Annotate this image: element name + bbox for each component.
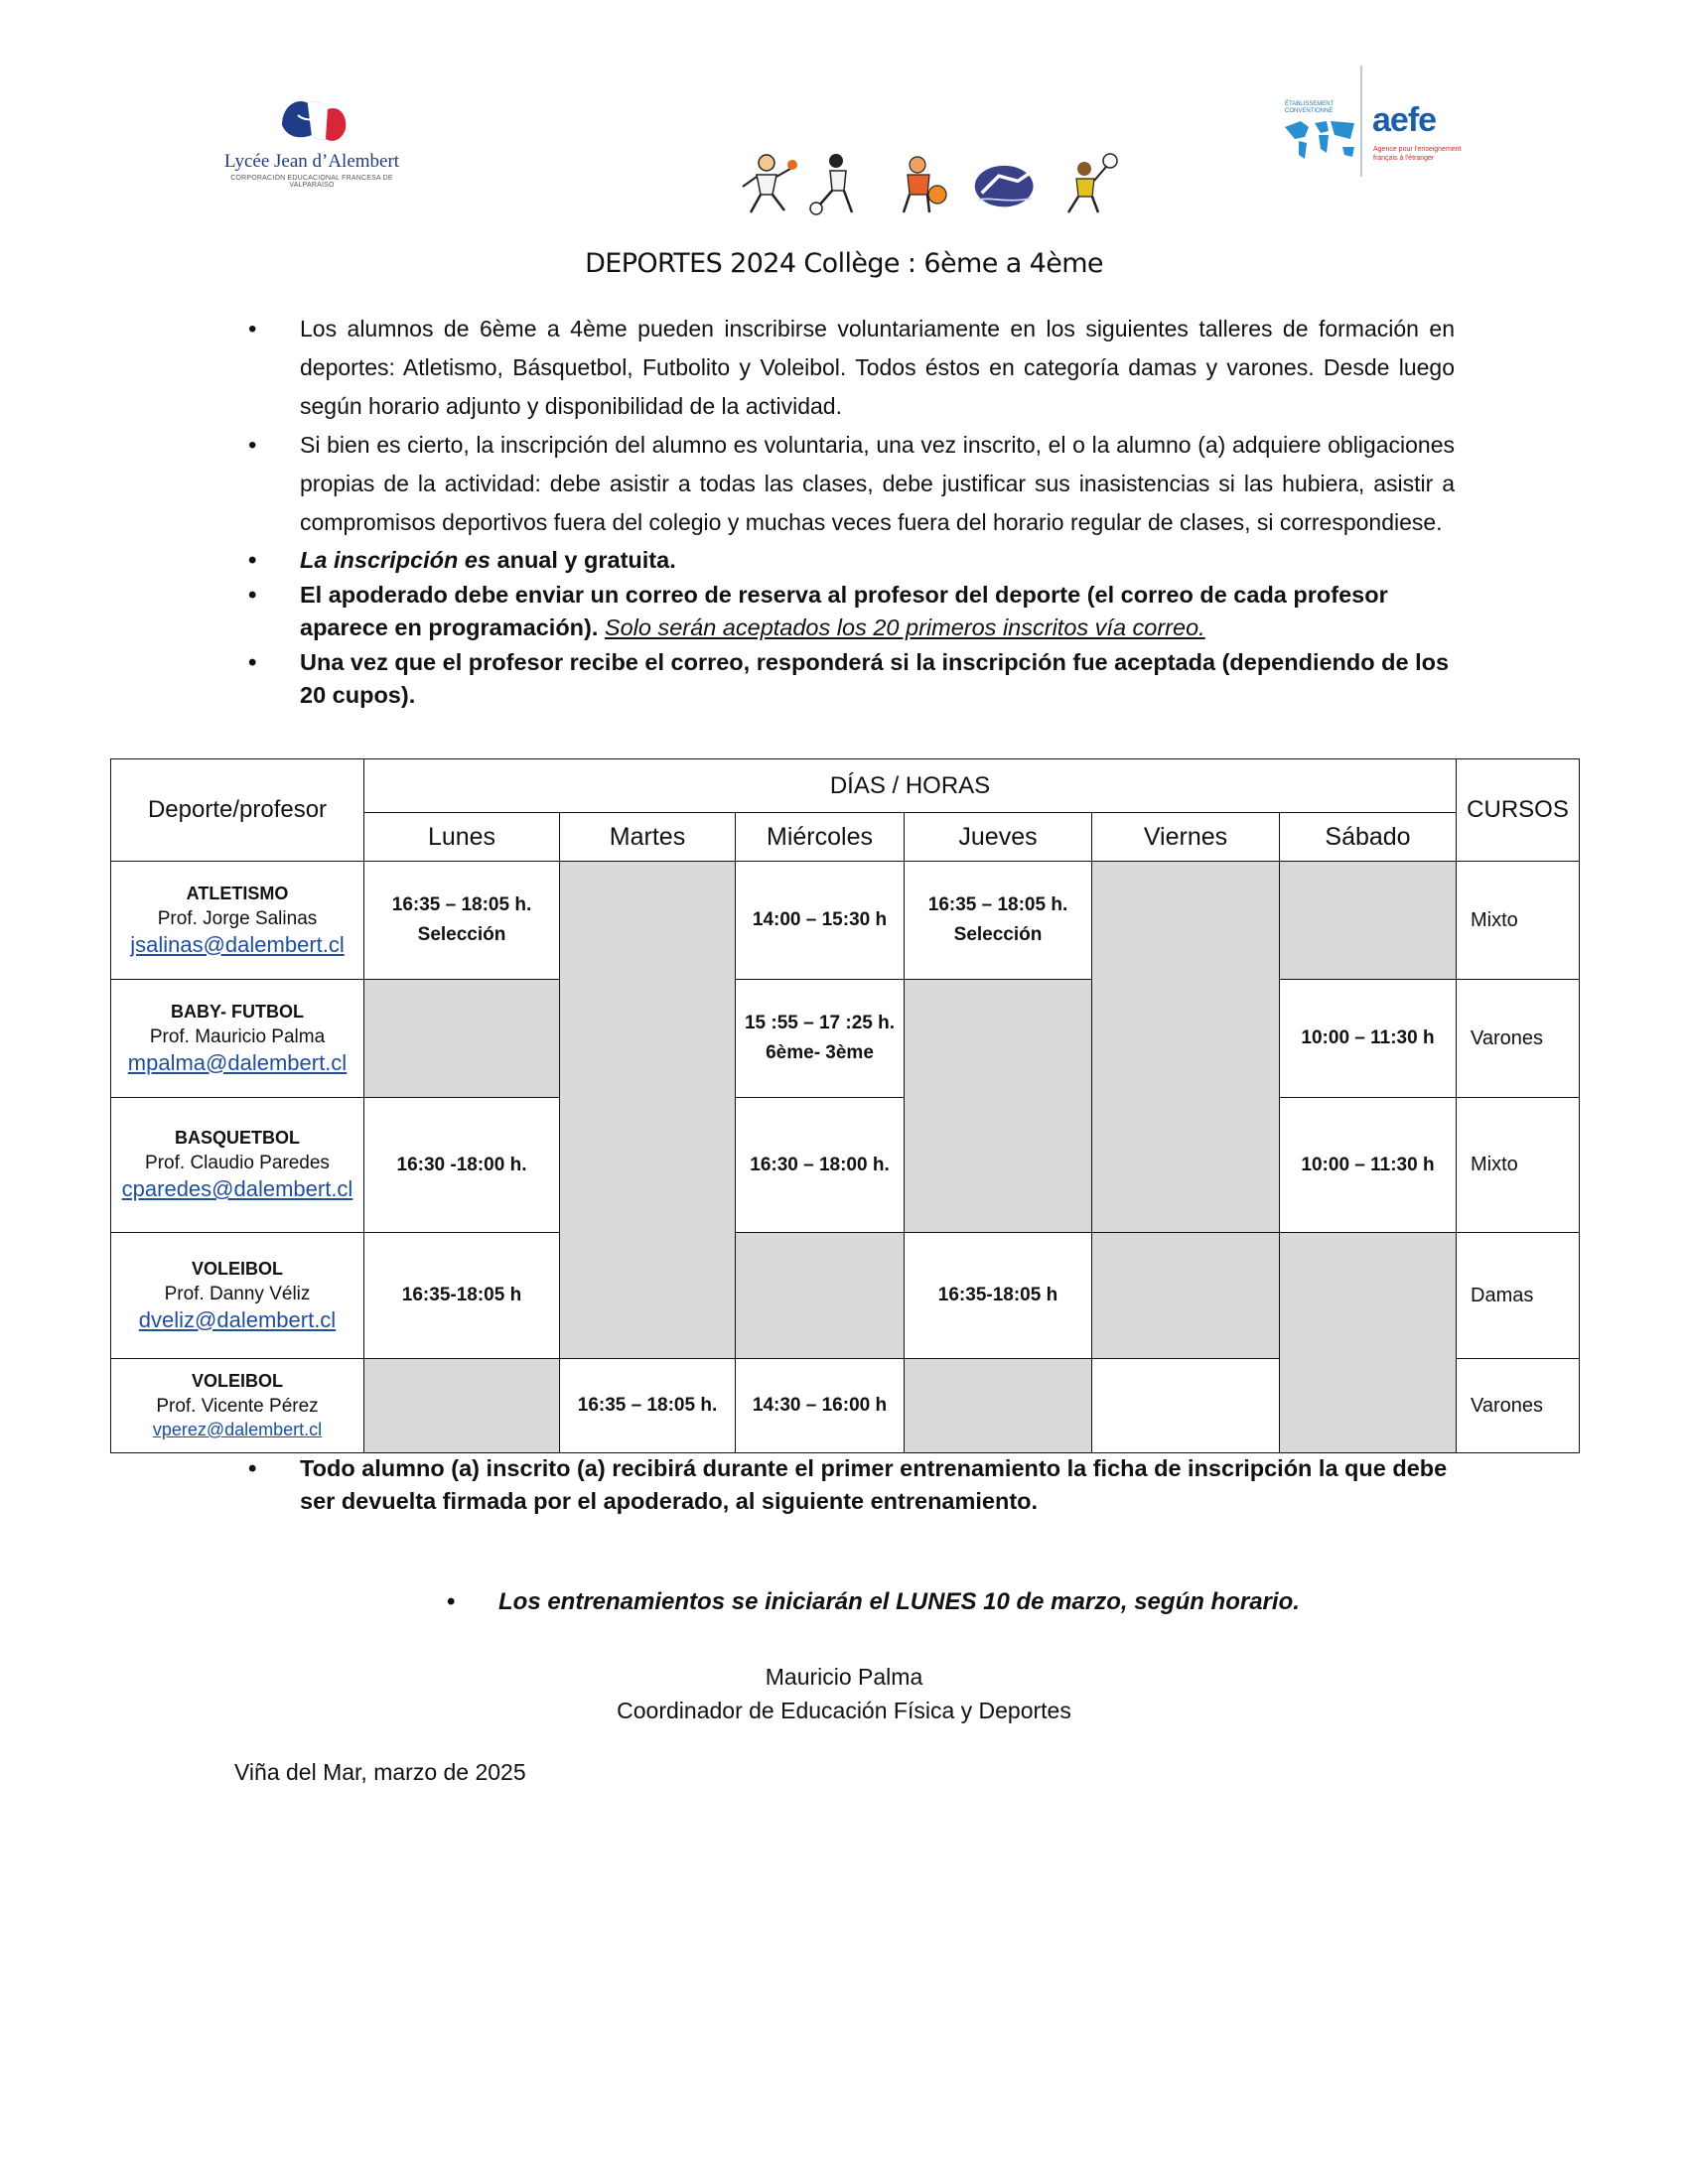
bullet-item: [248, 1452, 1455, 1518]
cursos-cell: Mixto: [1457, 862, 1580, 980]
header-day: Viernes: [1092, 813, 1280, 862]
aefe-logo: [1281, 66, 1470, 177]
empty-cell: [1092, 862, 1280, 1233]
sport-cell: [111, 1233, 364, 1359]
professor-email-link[interactable]: dveliz@dalembert.cl: [138, 1306, 337, 1332]
aefe-tag: ÉTABLISSEMENT CONVENTIONNÉ: [1285, 101, 1335, 114]
bullet-text: anual y gratuita.: [490, 547, 676, 573]
cursos-cell: Damas: [1457, 1233, 1580, 1359]
time-text: 15 :55 – 17 :25 h.: [744, 1013, 896, 1033]
empty-cell: [1092, 1233, 1280, 1359]
table-row: [111, 1233, 1580, 1359]
time-cell: 10:00 – 11:30 h: [1280, 980, 1457, 1098]
header-day: Lunes: [364, 813, 560, 862]
time-cell: [364, 862, 560, 980]
time-cell: [736, 980, 905, 1098]
bullet-item: [447, 1588, 1340, 1616]
professor-name: Prof. Mauricio Palma: [149, 1025, 326, 1047]
sport-name: VOLEIBOL: [191, 1371, 283, 1391]
header-cursos: CURSOS: [1457, 759, 1580, 862]
professor-name: Prof. Claudio Paredes: [145, 1153, 330, 1173]
empty-cell: [905, 980, 1092, 1233]
time-note: Selección: [417, 924, 506, 945]
empty-cell: [905, 1359, 1092, 1453]
professor-email-link[interactable]: mpalma@dalembert.cl: [127, 1049, 348, 1075]
start-bullet: [447, 1588, 1340, 1616]
table-row: [111, 1098, 1580, 1233]
time-cell: 16:30 – 18:00 h.: [736, 1098, 905, 1233]
signature-block: [0, 1660, 1688, 1727]
empty-cell: [1092, 1359, 1280, 1453]
empty-cell: [560, 862, 736, 1359]
sport-name: BABY- FUTBOL: [171, 1001, 304, 1022]
tennis-figure-icon: [1058, 151, 1122, 216]
signature-name: Mauricio Palma: [765, 1664, 923, 1690]
sport-name: BASQUETBOL: [175, 1128, 300, 1148]
bullet-text: Todo alumno (a) inscrito (a) recibirá durante el primer entrenamiento la ficha de inscripción la que debe ser devuelta firmada por el apoderado, al siguiente entrenamiento.: [300, 1455, 1448, 1514]
header-day: Jueves: [905, 813, 1092, 862]
sport-cell: [111, 862, 364, 980]
time-text: 16:35 – 18:05 h.: [927, 894, 1068, 915]
header-day: Sábado: [1280, 813, 1457, 862]
table-row: [111, 980, 1580, 1098]
bullet-text: Los alumnos de 6ème a 4ème pueden inscribirse voluntariamente en los siguientes talleres de formación en deportes: Atletismo, Básquetbol, Futbolito y Voleibol. Todos éstos en categoría damas y varones. Desde luego según horario adjunto y disponibilidad de la actividad.: [300, 316, 1455, 419]
lycee-flag-icon: [268, 95, 357, 150]
cursos-cell: Varones: [1457, 980, 1580, 1098]
runner-figure-icon: [735, 151, 798, 216]
sports-figures: [735, 151, 1122, 216]
page-title: DEPORTES 2024 Collège : 6ème a 4ème: [585, 248, 1103, 279]
sport-cell: [111, 980, 364, 1098]
bullet-text: Si bien es cierto, la inscripción del alumno es voluntaria, una vez inscrito, el o la alumno (a) adquiere obligaciones propias de la actividad: debe asistir a todas las clases, debe justificar sus inasistencias si las hubiera, asistir a compromisos deportivos fuera del colegio y muchas veces fuera del horario regular de clases, si correspondiese.: [300, 432, 1455, 535]
professor-name: Prof. Jorge Salinas: [157, 907, 318, 929]
time-cell: 14:00 – 15:30 h: [736, 862, 905, 980]
bullet-text: Los entrenamientos se iniciarán el LUNES 10 de marzo, según horario.: [498, 1588, 1300, 1615]
time-cell: 16:35 – 18:05 h.: [560, 1359, 736, 1453]
professor-email-link[interactable]: vperez@dalembert.cl: [152, 1420, 323, 1439]
bullet-item: [248, 544, 1455, 577]
time-cell: 10:00 – 11:30 h: [1280, 1098, 1457, 1233]
header-day: Martes: [560, 813, 736, 862]
lycee-name: Lycée Jean d’Alembert: [223, 151, 400, 172]
sport-name: ATLETISMO: [186, 883, 289, 903]
lycee-subtitle: CORPORACIÓN EDUCACIONAL FRANCESA DE VALPARAÍSO: [230, 175, 393, 189]
cursos-cell: Varones: [1457, 1359, 1580, 1453]
place-date: Viña del Mar, marzo de 2025: [234, 1759, 526, 1785]
lycee-logo: [222, 95, 401, 189]
empty-cell: [736, 1233, 905, 1359]
empty-cell: [364, 980, 560, 1098]
schedule-table: [110, 758, 1580, 1453]
time-note: Selección: [953, 924, 1043, 945]
header-day: Miércoles: [736, 813, 905, 862]
bullet-item: [248, 579, 1455, 644]
cursos-cell: Mixto: [1457, 1098, 1580, 1233]
aefe-description: Agence pour l'enseignement français à l'étranger: [1373, 146, 1462, 162]
world-map-icon: [1281, 113, 1358, 165]
empty-cell: [1280, 1233, 1457, 1453]
bullet-item: [248, 426, 1455, 542]
time-cell: 16:35-18:05 h: [364, 1233, 560, 1359]
aefe-divider: [1360, 66, 1362, 177]
professor-email-link[interactable]: cparedes@dalembert.cl: [121, 1176, 353, 1201]
header-days: DÍAS / HORAS: [364, 759, 1457, 813]
swimmer-figure-icon: [973, 151, 1037, 216]
bullet-text-italic: La inscripción es: [300, 547, 491, 573]
basketball-figure-icon: [888, 151, 951, 216]
bullet-text-underlined: Solo serán aceptados los 20 primeros inscritos vía correo.: [604, 614, 1205, 640]
empty-cell: [1280, 862, 1457, 980]
professor-email-link[interactable]: jsalinas@dalembert.cl: [130, 931, 345, 957]
sport-cell: [111, 1098, 364, 1233]
signature-role: Coordinador de Educación Física y Deportes: [617, 1698, 1071, 1723]
time-cell: 16:35-18:05 h: [905, 1233, 1092, 1359]
time-cell: [905, 862, 1092, 980]
intro-bullets: [248, 310, 1455, 712]
time-cell: 14:30 – 16:00 h: [736, 1359, 905, 1453]
professor-name: Prof. Danny Véliz: [164, 1283, 311, 1304]
sport-name: VOLEIBOL: [191, 1258, 283, 1279]
sport-cell: [111, 1359, 364, 1453]
time-cell: 16:30 -18:00 h.: [364, 1098, 560, 1233]
soccer-figure-icon: [806, 151, 870, 216]
bullet-text: Una vez que el profesor recibe el correo, responderá si la inscripción fue aceptada (dependiendo de los 20 cupos).: [300, 649, 1450, 708]
time-note: 6ème- 3ème: [766, 1042, 874, 1063]
time-text: 16:35 – 18:05 h.: [391, 894, 532, 915]
professor-name: Prof. Vicente Pérez: [156, 1396, 319, 1417]
bullet-item: [248, 310, 1455, 426]
bullet-text: El apoderado debe enviar un correo de reserva al profesor del deporte (el correo de cada profesor aparece en programación).: [300, 582, 1388, 640]
aefe-brand: aefe: [1372, 101, 1437, 139]
header-sport: Deporte/profesor: [111, 759, 364, 862]
bullet-item: [248, 646, 1455, 712]
empty-cell: [364, 1359, 560, 1453]
after-table-bullets: [248, 1452, 1455, 1518]
table-row: [111, 862, 1580, 980]
